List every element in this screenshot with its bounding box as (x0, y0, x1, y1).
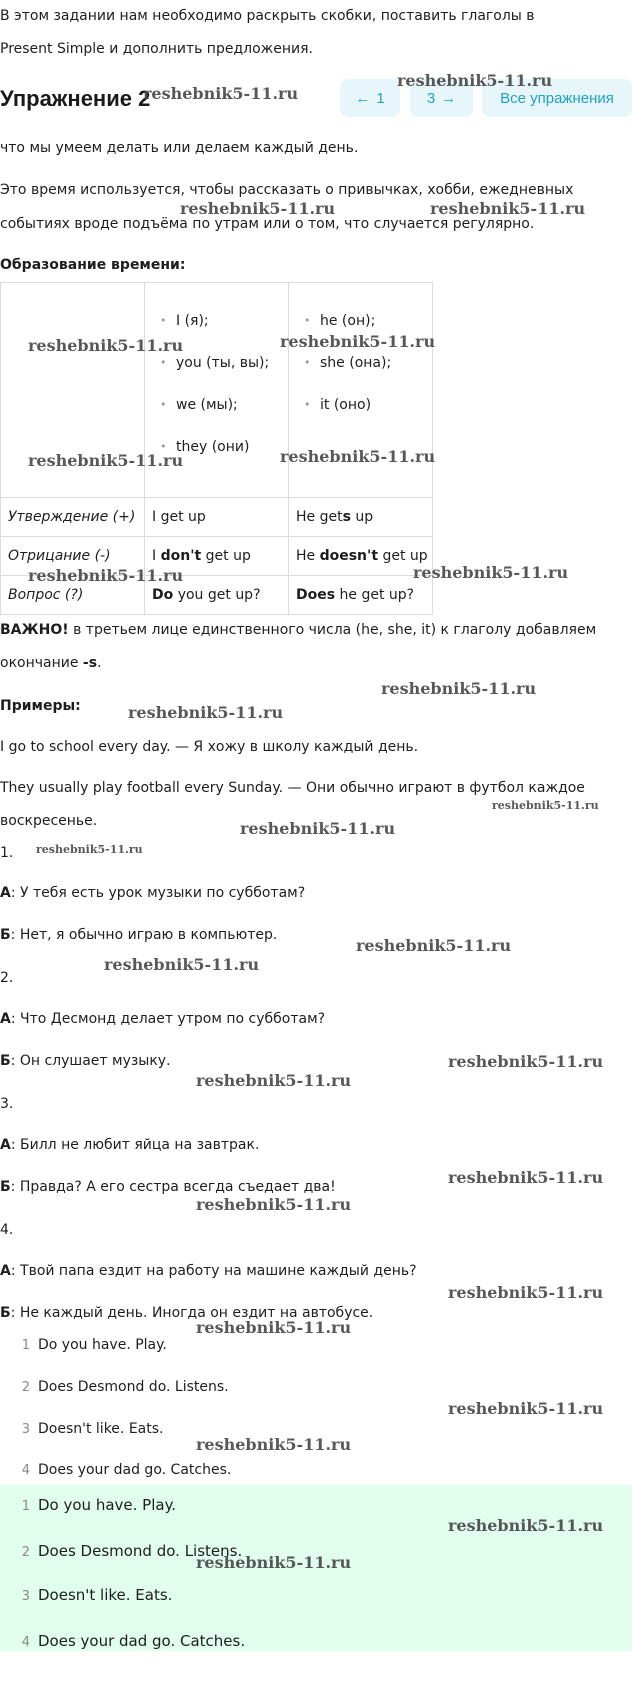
answer-item: 1 Do you have. Play. (21, 1496, 177, 1514)
answer-item: 3 Doesn't like. Eats. (21, 1586, 173, 1604)
dialogue-line-a: А: Билл не любит яйца на завтрак. (0, 1137, 260, 1153)
example-1: I go to school every day. — Я хожу в школу каждый день. (0, 739, 419, 755)
dialogue-line-a: А: Твой папа ездит на работу на машине каждый день? (0, 1263, 417, 1279)
row-cell: Do you get up? (145, 576, 289, 615)
watermark: reshebnik5-11.ru (356, 936, 512, 955)
dialogue-line-b: Б: Не каждый день. Иногда он ездит на автобусе. (0, 1305, 374, 1321)
pronoun-item: • it (оно) (310, 395, 432, 437)
watermark: reshebnik5-11.ru (448, 1052, 604, 1071)
prev-exercise-button[interactable]: ← 1 (340, 79, 400, 117)
answer-item: 4 Does your dad go. Catches. (21, 1632, 246, 1650)
dialogue-line-b: Б: Нет, я обычно играю в компьютер. (0, 927, 278, 943)
watermark: reshebnik5-11.ru (36, 843, 143, 856)
watermark: reshebnik5-11.ru (381, 679, 537, 698)
formation-heading: Образование времени: (0, 257, 186, 273)
ending-note: окончание -s. (0, 655, 102, 671)
watermark: reshebnik5-11.ru (180, 199, 336, 218)
watermark: reshebnik5-11.ru (430, 199, 586, 218)
dialogue-line-a: А: Что Десмонд делает утром по субботам? (0, 1011, 326, 1027)
pronoun-item: • he (он); (310, 311, 432, 353)
intro-line-1: В этом задании нам необходимо раскрыть скобки, поставить глаголы в (0, 8, 535, 24)
next-exercise-button[interactable]: 3 → (410, 79, 473, 117)
watermark: reshebnik5-11.ru (413, 563, 569, 582)
watermark: reshebnik5-11.ru (28, 336, 184, 355)
answer-item: 2 Does Desmond do. Listens. (21, 1542, 243, 1560)
watermark: reshebnik5-11.ru (196, 1071, 352, 1090)
watermark: reshebnik5-11.ru (28, 566, 184, 585)
dialogue-line-b: Б: Он слушает музыку. (0, 1053, 171, 1069)
answer-item: 1 Do you have. Play. (21, 1337, 167, 1353)
dialogue-number: 2. (0, 970, 14, 986)
row-cell: He doesn't get up (289, 537, 433, 576)
watermark: reshebnik5-11.ru (196, 1195, 352, 1214)
exercise-title: Упражнение 2 (0, 86, 151, 111)
watermark: reshebnik5-11.ru (280, 332, 436, 351)
dialogue-line-b: Б: Правда? А его сестра всегда съедает два! (0, 1179, 336, 1195)
dialogue-number: 3. (0, 1096, 14, 1112)
row-cell: Does he get up? (289, 576, 433, 615)
watermark: reshebnik5-11.ru (28, 451, 184, 470)
watermark: reshebnik5-11.ru (240, 819, 396, 838)
watermark: reshebnik5-11.ru (280, 447, 436, 466)
dialogue-number: 4. (0, 1222, 14, 1238)
table-row-affirmative (1, 498, 433, 537)
example-2-line2: воскресенье. (0, 813, 98, 829)
watermark: reshebnik5-11.ru (448, 1399, 604, 1418)
intro-line-2: Present Simple и дополнить предложения. (0, 41, 313, 57)
dialogue-number: 1. (0, 845, 14, 861)
watermark: reshebnik5-11.ru (448, 1516, 604, 1535)
watermark: reshebnik5-11.ru (143, 84, 299, 103)
watermark: reshebnik5-11.ru (492, 799, 599, 812)
all-exercises-button[interactable]: Все упражнения (482, 79, 632, 117)
important-note: ВАЖНО! в третьем лице единственного числа (he, she, it) к глаголу добавляем (0, 622, 597, 638)
watermark: reshebnik5-11.ru (196, 1435, 352, 1454)
watermark: reshebnik5-11.ru (397, 71, 553, 90)
row-cell: I get up (145, 498, 289, 537)
watermark: reshebnik5-11.ru (104, 955, 260, 974)
arrow-left-icon: ← (355, 89, 371, 107)
row-label: Утверждение (+) (1, 498, 145, 537)
row-label: Вопрос (?) (1, 576, 145, 615)
answer-item: 2 Does Desmond do. Listens. (21, 1379, 229, 1395)
theory-p1: что мы умеем делать или делаем каждый день. (0, 140, 359, 156)
row-cell: I don't get up (145, 537, 289, 576)
watermark: reshebnik5-11.ru (128, 703, 284, 722)
examples-heading: Примеры: (0, 698, 81, 714)
row-label: Отрицание (-) (1, 537, 145, 576)
pronoun-item: • we (мы); (166, 395, 288, 437)
watermark: reshebnik5-11.ru (196, 1318, 352, 1337)
watermark: reshebnik5-11.ru (196, 1553, 352, 1572)
answer-item: 3 Doesn't like. Eats. (21, 1421, 164, 1437)
pronoun-item: • they (они) (166, 437, 288, 479)
watermark: reshebnik5-11.ru (448, 1168, 604, 1187)
theory-p2-line2: событиях вроде подъёма по утрам или о том, что случается регулярно. (0, 216, 535, 232)
answer-item: 4 Does your dad go. Catches. (21, 1462, 232, 1478)
pronoun-item: • she (она); (310, 353, 432, 395)
dialogue-line-a: А: У тебя есть урок музыки по субботам? (0, 885, 306, 901)
theory-p2-line1: Это время используется, чтобы рассказать о привычках, хобби, ежедневных (0, 182, 574, 198)
arrow-right-icon: → (441, 89, 457, 107)
watermark: reshebnik5-11.ru (448, 1283, 604, 1302)
pronoun-item: • I (я); (166, 311, 288, 353)
row-cell: He gets up (289, 498, 433, 537)
pronoun-item: • you (ты, вы); (166, 353, 288, 395)
example-2-line1: They usually play football every Sunday. — Они обычно играют в футбол каждое (0, 780, 585, 796)
